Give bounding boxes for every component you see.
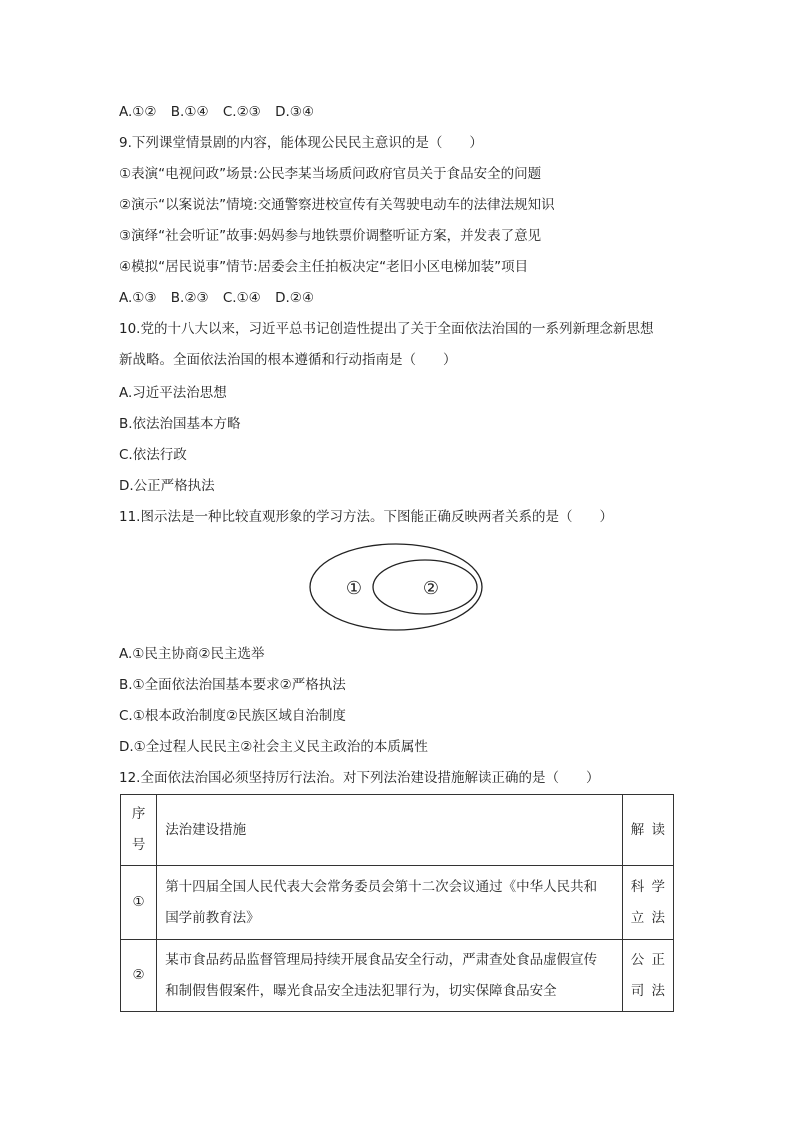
q9-option-b: B.②③ xyxy=(170,290,209,306)
q9-option-d: D.②④ xyxy=(275,290,314,306)
row-reading-line1: 科学 xyxy=(630,878,665,895)
q11-option-d: D.①全过程人民民主②社会主义民主政治的本质属性 xyxy=(119,739,428,755)
header-seq-line2: 号 xyxy=(131,837,146,853)
q9-item-4: ④模拟“居民说事”情节:居委会主任拍板决定“老旧小区电梯加装”项目 xyxy=(119,259,529,275)
q12-stem: 12.全面依法治国必须坚持厉行法治。对下列法治建设措施解读正确的是（ ） xyxy=(119,770,600,786)
q12-table xyxy=(120,794,674,1012)
row-measure xyxy=(157,940,623,1012)
q11-option-a: A.①民主协商②民主选举 xyxy=(119,646,265,662)
header-reading: 解读 xyxy=(622,795,673,866)
q8-option-c: C.②③ xyxy=(222,104,261,120)
q10-option-a: A.习近平法治思想 xyxy=(119,385,227,401)
row-reading xyxy=(622,866,673,940)
q10-stem-line1: 10.党的十八大以来，习近平总书记创造性提出了关于全面依法治国的一系列新理念新思想 xyxy=(119,321,654,337)
q10-stem-line2: 新战略。全面依法治国的根本遵循和行动指南是（ ） xyxy=(119,352,457,368)
row-measure xyxy=(157,866,623,940)
row-seq: ① xyxy=(121,866,157,940)
header-seq xyxy=(121,795,157,866)
q9-stem: 9.下列课堂情景剧的内容，能体现公民民主意识的是（ ） xyxy=(119,135,483,151)
row-measure-line2: 国学前教育法》 xyxy=(165,909,260,926)
row-reading xyxy=(622,940,673,1012)
q9-item-2: ②演示“以案说法”情境:交通警察进校宣传有关驾驶电动车的法律法规知识 xyxy=(119,197,555,213)
q11-option-b: B.①全面依法治国基本要求②严格执法 xyxy=(119,677,346,693)
row-measure-line1: 第十四届全国人民代表大会常务委员会第十二次会议通过《中华人民共和 xyxy=(165,878,598,895)
table-header-row xyxy=(121,795,674,866)
q8-option-d: D.③④ xyxy=(275,104,314,120)
table-row xyxy=(121,866,674,940)
q10-option-d: D.公正严格执法 xyxy=(119,478,215,494)
q10-option-b: B.依法治国基本方略 xyxy=(119,416,241,432)
q11-stem: 11.图示法是一种比较直观形象的学习方法。下图能正确反映两者关系的是（ ） xyxy=(119,509,613,525)
q10-option-c: C.依法行政 xyxy=(119,447,187,463)
row-measure-line2: 和制假售假案件，曝光食品安全违法犯罪行为，切实保障食品安全 xyxy=(165,982,557,999)
q8-options xyxy=(119,102,324,122)
row-reading-line1: 公正 xyxy=(630,951,665,968)
row-measure-line1: 某市食品药品监督管理局持续开展食品安全行动，严肃查处食品虚假宣传 xyxy=(165,951,598,968)
header-seq-line1: 序 xyxy=(131,806,146,822)
q8-option-b: B.①④ xyxy=(170,104,209,120)
header-measure: 法治建设措施 xyxy=(157,795,623,866)
q11-option-c: C.①根本政治制度②民族区域自治制度 xyxy=(119,708,346,724)
table-row xyxy=(121,940,674,1012)
q9-item-1: ①表演“电视问政”场景:公民李某当场质问政府官员关于食品安全的问题 xyxy=(119,166,542,182)
q9-item-3: ③演绎“社会听证”故事:妈妈参与地铁票价调整听证方案，并发表了意见 xyxy=(119,228,542,244)
row-reading-line2: 立法 xyxy=(630,909,665,926)
q9-options xyxy=(119,288,324,308)
q9-option-a: A.①③ xyxy=(119,290,157,306)
outer-label: ① xyxy=(345,578,363,599)
row-seq: ② xyxy=(121,940,157,1012)
q8-option-a: A.①② xyxy=(119,104,157,120)
q9-option-c: C.①④ xyxy=(222,290,261,306)
q11-venn-diagram xyxy=(308,542,484,632)
outer-ellipse xyxy=(310,544,482,630)
row-reading-line2: 司法 xyxy=(630,982,665,999)
inner-label: ② xyxy=(422,578,440,599)
